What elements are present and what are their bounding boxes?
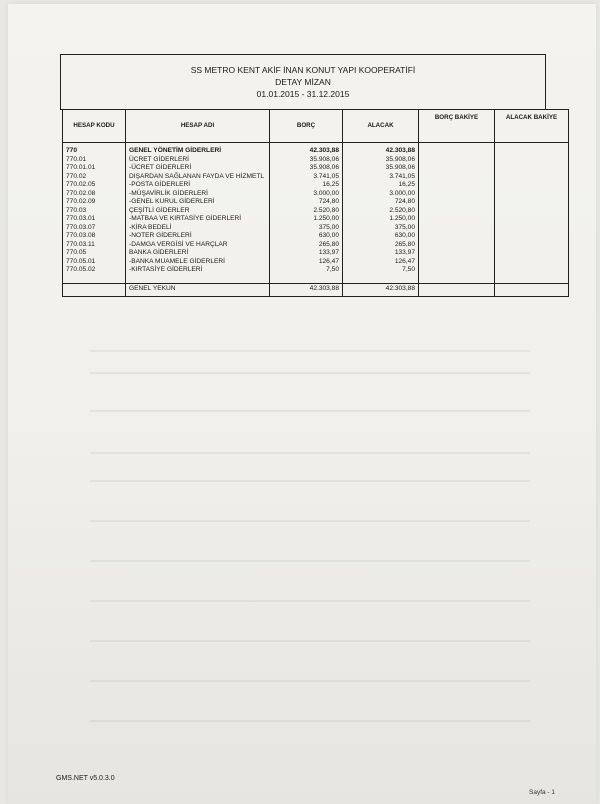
total-row bbox=[63, 283, 569, 296]
credit-value: 724,80 bbox=[343, 198, 419, 207]
bleed-through-line bbox=[90, 680, 530, 682]
account-code: 770.01 bbox=[63, 156, 126, 165]
account-name: -ÜCRET GİDERLERİ bbox=[126, 164, 270, 173]
debit-balance-cell bbox=[419, 164, 495, 173]
bleed-through-line bbox=[90, 520, 530, 522]
account-name: DIŞARDAN SAĞLANAN FAYDA VE HİZMETL bbox=[126, 173, 270, 182]
col-header-code: HESAP KODU bbox=[63, 110, 126, 143]
account-name: -GENEL KURUL GİDERLERİ bbox=[126, 198, 270, 207]
bleed-through-line bbox=[90, 720, 530, 722]
credit-balance-cell bbox=[495, 198, 569, 207]
debit-value: 1.250,00 bbox=[270, 215, 343, 224]
account-code: 770.03.08 bbox=[63, 232, 126, 241]
debit-value: 42.303,88 bbox=[270, 143, 343, 156]
bleed-through-line bbox=[90, 452, 530, 454]
account-code: 770.05.02 bbox=[63, 266, 126, 283]
debit-balance-cell bbox=[419, 190, 495, 199]
page-number: Sayfa - 1 bbox=[529, 789, 556, 796]
credit-value: 630,00 bbox=[343, 232, 419, 241]
software-version: GMS.NET v5.0.3.0 bbox=[56, 775, 115, 782]
account-name: -POSTA GİDERLERİ bbox=[126, 181, 270, 190]
total-credit: 42.303,88 bbox=[343, 283, 419, 296]
debit-value: 724,80 bbox=[270, 198, 343, 207]
table-row bbox=[63, 143, 569, 156]
table-row bbox=[63, 224, 569, 233]
table-row bbox=[63, 173, 569, 182]
account-code: 770.02.05 bbox=[63, 181, 126, 190]
account-name: -BANKA MUAMELE GİDERLERİ bbox=[126, 258, 270, 267]
credit-balance-cell bbox=[495, 207, 569, 216]
debit-value: 133,97 bbox=[270, 249, 343, 258]
credit-balance-cell bbox=[495, 266, 569, 283]
account-name: ÇEŞİTLİ GİDERLER bbox=[126, 207, 270, 216]
credit-value: 42.303,88 bbox=[343, 143, 419, 156]
debit-balance-cell bbox=[419, 258, 495, 267]
credit-balance-cell bbox=[495, 249, 569, 258]
credit-balance-cell bbox=[495, 190, 569, 199]
credit-value: 35.908,06 bbox=[343, 164, 419, 173]
total-debit: 42.303,88 bbox=[270, 283, 343, 296]
credit-balance-cell bbox=[495, 164, 569, 173]
debit-balance-cell bbox=[419, 198, 495, 207]
account-name: GENEL YÖNETİM GİDERLERİ bbox=[126, 143, 270, 156]
total-code-cell bbox=[63, 283, 126, 296]
credit-value: 35.908,06 bbox=[343, 156, 419, 165]
bleed-through-line bbox=[90, 480, 530, 482]
credit-value: 375,00 bbox=[343, 224, 419, 233]
debit-value: 126,47 bbox=[270, 258, 343, 267]
account-name: -MATBAA VE KIRTASİYE GİDERLERİ bbox=[126, 215, 270, 224]
debit-value: 2.520,80 bbox=[270, 207, 343, 216]
debit-balance-cell bbox=[419, 215, 495, 224]
table-row bbox=[63, 266, 569, 283]
account-name: -KİRA BEDELİ bbox=[126, 224, 270, 233]
debit-value: 265,80 bbox=[270, 241, 343, 250]
account-code: 770.05.01 bbox=[63, 258, 126, 267]
bleed-through-line bbox=[90, 600, 530, 602]
credit-value: 3.000,00 bbox=[343, 190, 419, 199]
credit-value: 3.741,05 bbox=[343, 173, 419, 182]
credit-balance-cell bbox=[495, 181, 569, 190]
table-row bbox=[63, 198, 569, 207]
total-credit-balance-cell bbox=[495, 283, 569, 296]
debit-balance-cell bbox=[419, 181, 495, 190]
debit-value: 375,00 bbox=[270, 224, 343, 233]
account-code: 770.02.09 bbox=[63, 198, 126, 207]
debit-value: 35.908,06 bbox=[270, 164, 343, 173]
credit-value: 16,25 bbox=[343, 181, 419, 190]
credit-value: 126,47 bbox=[343, 258, 419, 267]
account-name: -NOTER GİDERLERİ bbox=[126, 232, 270, 241]
table-row bbox=[63, 190, 569, 199]
table-row bbox=[63, 249, 569, 258]
bleed-through-line bbox=[90, 640, 530, 642]
credit-balance-cell bbox=[495, 215, 569, 224]
company-name: SS METRO KENT AKİF İNAN KONUT YAPI KOOPERATİFİ bbox=[190, 65, 416, 75]
report-header bbox=[60, 54, 546, 110]
debit-balance-cell bbox=[419, 232, 495, 241]
credit-balance-cell bbox=[495, 232, 569, 241]
col-header-debit: BORÇ bbox=[270, 110, 343, 143]
credit-balance-cell bbox=[495, 241, 569, 250]
account-code: 770.05 bbox=[63, 249, 126, 258]
debit-balance-cell bbox=[419, 143, 495, 156]
report-period: 01.01.2015 - 31.12.2015 bbox=[256, 89, 350, 99]
bleed-through-line bbox=[90, 560, 530, 562]
table-row bbox=[63, 232, 569, 241]
debit-value: 3.741,05 bbox=[270, 173, 343, 182]
account-code: 770.02.08 bbox=[63, 190, 126, 199]
credit-balance-cell bbox=[495, 258, 569, 267]
bleed-through-line bbox=[90, 372, 530, 374]
credit-balance-cell bbox=[495, 143, 569, 156]
debit-value: 630,00 bbox=[270, 232, 343, 241]
credit-balance-cell bbox=[495, 173, 569, 182]
bleed-through-line bbox=[90, 410, 530, 412]
col-header-name: HESAP ADI bbox=[126, 110, 270, 143]
account-code: 770.03.07 bbox=[63, 224, 126, 233]
debit-balance-cell bbox=[419, 224, 495, 233]
credit-value: 7,50 bbox=[343, 266, 419, 283]
account-name: ÜCRET GİDERLERİ bbox=[126, 156, 270, 165]
credit-value: 2.520,80 bbox=[343, 207, 419, 216]
account-code: 770 bbox=[63, 143, 126, 156]
credit-value: 133,97 bbox=[343, 249, 419, 258]
account-code: 770.01.01 bbox=[63, 164, 126, 173]
table-row bbox=[63, 241, 569, 250]
table-row bbox=[63, 207, 569, 216]
bleed-through-line bbox=[90, 350, 530, 352]
table-row bbox=[63, 156, 569, 165]
debit-balance-cell bbox=[419, 173, 495, 182]
table-header-row bbox=[63, 110, 569, 143]
col-header-debit-balance: BORÇ BAKİYE bbox=[419, 110, 495, 143]
debit-balance-cell bbox=[419, 266, 495, 283]
total-debit-balance-cell bbox=[419, 283, 495, 296]
debit-value: 3.000,00 bbox=[270, 190, 343, 199]
credit-balance-cell bbox=[495, 156, 569, 165]
debit-balance-cell bbox=[419, 249, 495, 258]
trial-balance-table bbox=[62, 109, 569, 297]
credit-value: 265,80 bbox=[343, 241, 419, 250]
table-row bbox=[63, 258, 569, 267]
col-header-credit: ALACAK bbox=[343, 110, 419, 143]
account-name: BANKA GİDERLERİ bbox=[126, 249, 270, 258]
debit-balance-cell bbox=[419, 207, 495, 216]
credit-value: 1.250,00 bbox=[343, 215, 419, 224]
account-code: 770.03.01 bbox=[63, 215, 126, 224]
account-code: 770.03.11 bbox=[63, 241, 126, 250]
debit-value: 16,25 bbox=[270, 181, 343, 190]
account-code: 770.02 bbox=[63, 173, 126, 182]
total-label: GENEL YEKUN bbox=[126, 283, 270, 296]
debit-balance-cell bbox=[419, 241, 495, 250]
account-code: 770.03 bbox=[63, 207, 126, 216]
table-row bbox=[63, 181, 569, 190]
report-title: DETAY MİZAN bbox=[275, 77, 331, 87]
account-name: -KIRTASİYE GİDERLERİ bbox=[126, 266, 270, 283]
account-name: -MÜŞAVİRLİK GİDERLERİ bbox=[126, 190, 270, 199]
debit-value: 35.908,06 bbox=[270, 156, 343, 165]
credit-balance-cell bbox=[495, 224, 569, 233]
debit-balance-cell bbox=[419, 156, 495, 165]
table-row bbox=[63, 215, 569, 224]
account-name: -DAMGA VERGİSİ VE HARÇLAR bbox=[126, 241, 270, 250]
col-header-credit-balance: ALACAK BAKİYE bbox=[495, 110, 569, 143]
debit-value: 7,50 bbox=[270, 266, 343, 283]
table-row bbox=[63, 164, 569, 173]
